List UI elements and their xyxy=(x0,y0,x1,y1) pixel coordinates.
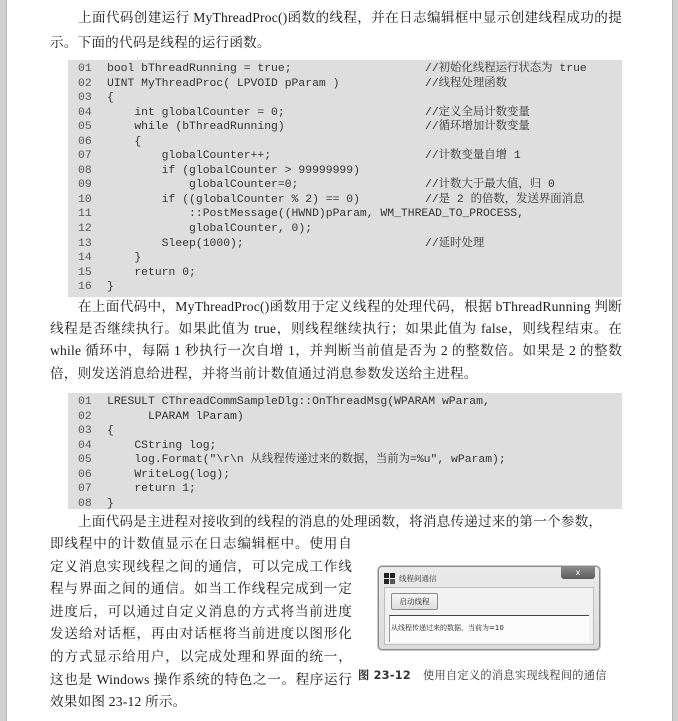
line-number: 07 xyxy=(78,483,92,496)
code-text: WriteLog(log); xyxy=(107,468,231,481)
code-line xyxy=(68,135,622,150)
line-number: 10 xyxy=(78,193,92,206)
code-line xyxy=(68,468,622,483)
code-text: CString log; xyxy=(107,439,217,452)
line-number: 15 xyxy=(78,266,92,279)
code-line xyxy=(68,164,622,179)
log-edit-box[interactable] xyxy=(389,615,589,642)
code-text: ::PostMessage((HWND)pParam, WM_THREAD_TO_PROCESS, xyxy=(107,208,524,221)
code-text: globalCounter++; xyxy=(107,150,272,163)
code-text: log.Format("\r\n 从线程传递过来的数据，当前为=%u", wParam); xyxy=(107,454,506,467)
code-text: Sleep(1000); xyxy=(107,237,244,250)
code-text: } xyxy=(107,252,142,265)
code-comment: //计数变量自增 1 xyxy=(425,150,521,163)
start-thread-button[interactable]: 启动线程 xyxy=(391,593,438,610)
page-edge-right xyxy=(672,0,678,721)
code-line xyxy=(68,280,622,295)
line-number: 05 xyxy=(78,121,92,134)
close-icon: x xyxy=(575,568,581,577)
code-comment: //是 2 的倍数，发送界面消息 xyxy=(425,193,585,206)
code-line xyxy=(68,193,622,208)
code-text: if ((globalCounter % 2) == 0) xyxy=(107,193,360,206)
code-text: } xyxy=(107,497,114,510)
code-text: UINT MyThreadProc( LPVOID pParam ) xyxy=(107,77,340,90)
line-number: 06 xyxy=(78,468,92,481)
code-line xyxy=(68,266,622,281)
code-comment: //延时处理 xyxy=(425,237,485,250)
paragraph-handler-first-line: 上面代码是主进程对接收到的线程的消息的处理函数，将消息传递过来的第一个参数， xyxy=(78,514,603,529)
code-line xyxy=(68,178,622,193)
code-text: return 1; xyxy=(107,483,196,496)
line-number: 16 xyxy=(78,281,92,294)
code-text: bool bThreadRunning = true; xyxy=(107,63,292,75)
dialog-title: 线程间通信 xyxy=(399,573,437,583)
line-number: 07 xyxy=(78,150,92,163)
line-number: 03 xyxy=(78,425,92,438)
line-number: 06 xyxy=(78,135,92,148)
code-text: LRESULT CThreadCommSampleDlg::OnThreadMsg(WPARAM wParam, xyxy=(107,396,490,408)
line-number: 04 xyxy=(78,106,92,119)
line-number: 05 xyxy=(78,454,92,467)
code-line xyxy=(68,237,622,252)
code-line xyxy=(68,120,622,135)
code-text: int globalCounter = 0; xyxy=(107,106,285,119)
code-line xyxy=(68,482,622,497)
code-comment: //线程处理函数 xyxy=(425,77,508,90)
dialog-title-bar xyxy=(384,570,437,586)
figure-number: 图 23-12 xyxy=(358,669,411,682)
app-icon xyxy=(384,573,395,584)
code-line xyxy=(68,439,622,454)
code-line xyxy=(68,424,622,439)
code-text: } xyxy=(107,281,114,294)
line-number: 03 xyxy=(78,92,92,105)
line-number: 13 xyxy=(78,237,92,250)
code-line xyxy=(68,149,622,164)
code-text: { xyxy=(107,135,142,148)
line-number: 02 xyxy=(78,410,92,423)
code-text: { xyxy=(107,425,114,438)
line-number: 14 xyxy=(78,252,92,265)
figure-caption-text: 使用自定义的消息实现线程间的通信 xyxy=(422,669,607,682)
code-line xyxy=(68,251,622,266)
figure-dialog-window xyxy=(378,566,600,650)
paragraph-explanation: 在上面代码中，MyThreadProc()函数用于定义线程的处理代码，根据 bThreadRunning 判断线程是否继续执行。如果此值为 true，则线程继续执行；如果此值为 false，则线程结束。在 while 循环中，每隔 1 秒执行一次自增 1，并判断当前值是否为 2 的整数倍。如果是 2 的整数倍，则发送消息给进程，并将当前计数值通过消息参数发送给主进程。 xyxy=(50,299,622,381)
code-line xyxy=(68,410,622,425)
code-comment: //计数大于最大值，归 0 xyxy=(425,179,555,192)
code-line xyxy=(68,106,622,121)
figure-caption xyxy=(358,667,628,683)
code-line xyxy=(68,453,622,468)
line-number: 02 xyxy=(78,77,92,90)
dialog-client-area xyxy=(384,587,594,645)
code-line xyxy=(68,91,622,106)
paragraph-intro: 上面代码创建运行 MyThreadProc()函数的线程，并在日志编辑框中显示创建线程成功的提示。下面的代码是线程的运行函数。 xyxy=(50,10,622,50)
code-comment: //循环增加计数变量 xyxy=(425,121,530,134)
code-text: return 0; xyxy=(107,266,196,279)
page-edge-left xyxy=(0,0,7,721)
line-number: 01 xyxy=(78,396,92,408)
code-line xyxy=(68,395,622,410)
line-number: 12 xyxy=(78,223,92,236)
code-text: globalCounter, 0); xyxy=(107,223,313,236)
code-line xyxy=(68,497,622,512)
code-line xyxy=(68,77,622,92)
line-number: 09 xyxy=(78,179,92,192)
line-number: 11 xyxy=(78,208,92,221)
code-text: while (bThreadRunning) xyxy=(107,121,285,134)
code-comment: //定义全局计数变量 xyxy=(425,106,530,119)
line-number: 01 xyxy=(78,63,92,75)
line-number: 08 xyxy=(78,164,92,177)
line-number: 08 xyxy=(78,497,92,510)
code-listing-on-thread-msg xyxy=(68,393,622,509)
code-text: LPARAM lParam) xyxy=(107,410,244,423)
code-comment: //初始化线程运行状态为 true xyxy=(425,63,587,75)
code-line xyxy=(68,62,622,77)
code-text: globalCounter=0; xyxy=(107,179,299,192)
code-line xyxy=(68,222,622,237)
close-button[interactable] xyxy=(561,567,595,579)
paragraph-handler-body: 即线程中的计数值显示在日志编辑框中。使用自定义消息实现线程之间的通信，可以完成工作线程与界面之间的通信。如当工作线程完成到一定进度后，可以通过自定义消息的方式将当前进度发送给对话框，再由对话框将当前进度以图形化的方式显示给用户，以完成处理和界面的统一，这也是 Windows 操作系统的特色之一。程序运行效果如图 23-12 所示。 xyxy=(50,536,352,710)
log-text: 从线程传递过来的数据，当前为=10 xyxy=(391,624,504,632)
code-text: { xyxy=(107,92,114,105)
code-listing-thread-proc xyxy=(68,60,622,297)
code-text: if (globalCounter > 99999999) xyxy=(107,164,360,177)
line-number: 04 xyxy=(78,439,92,452)
code-line xyxy=(68,207,622,222)
